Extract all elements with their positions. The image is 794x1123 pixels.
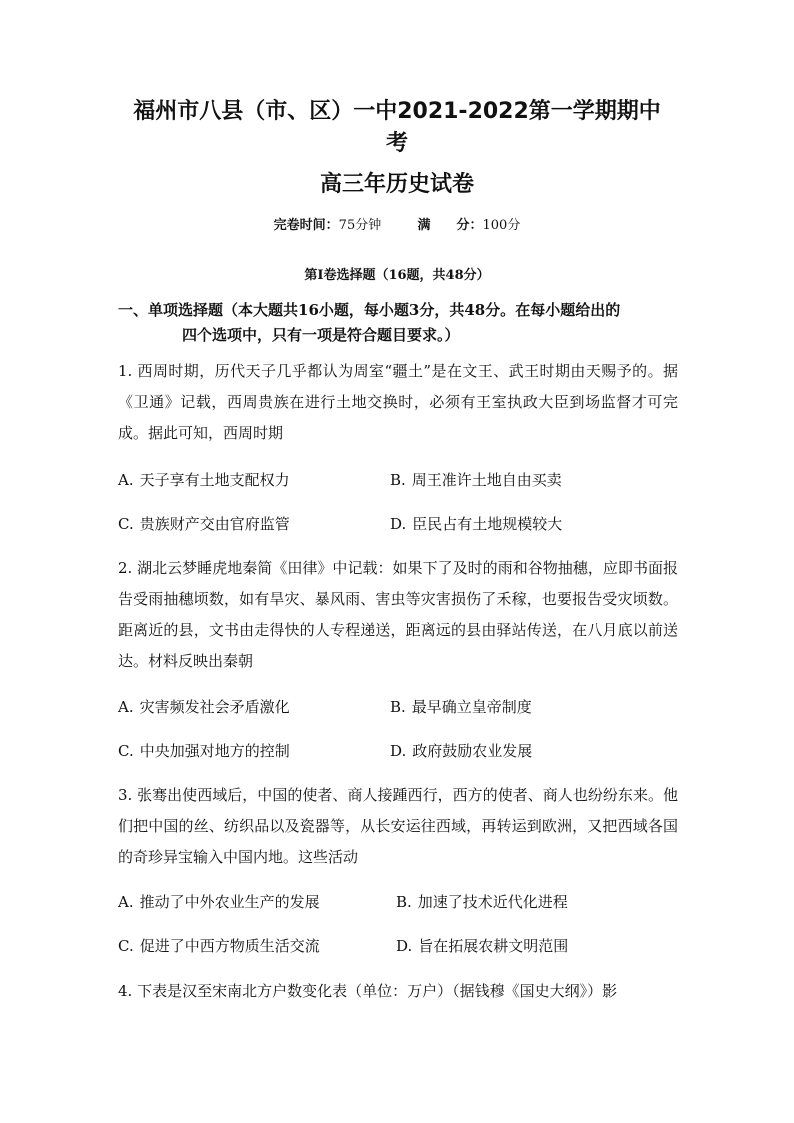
question-1-option-b: B. 周王准许土地自由买卖 bbox=[390, 471, 562, 489]
exam-title-line1: 福州市八县（市、区）一中2021-2022第一学期期中 bbox=[133, 99, 661, 124]
question-2-option-b: B. 最早确立皇帝制度 bbox=[390, 698, 532, 716]
question-3-option-c: C. 促进了中西方物质生活交流 bbox=[118, 937, 320, 955]
exam-meta bbox=[0, 216, 794, 236]
question-1-stem: 1. 西周时期，历代天子几乎都认为周室“疆土”是在文王、武王时期由天赐予的。据《卫通》记载，西周贵族在进行土地交换时，必须有王室执政大臣到场监督才可完成。据此可知，西周时期 bbox=[118, 362, 678, 442]
score-label: 满 分： bbox=[417, 218, 483, 233]
score-value: 100分 bbox=[482, 218, 521, 233]
question-2-option-d: D. 政府鼓励农业发展 bbox=[390, 742, 533, 760]
question-2-option-c: C. 中央加强对地方的控制 bbox=[118, 742, 290, 760]
time-label: 完卷时间： bbox=[273, 218, 339, 233]
exam-title-line2: 考 bbox=[385, 131, 408, 156]
exam-title bbox=[60, 96, 734, 160]
instruction-line1: 一、单项选择题（本大题共16小题，每小题3分，共48分。在每小题给出的 bbox=[118, 301, 621, 319]
question-3-stem: 3. 张骞出使西域后，中国的使者、商人接踵西行，西方的使者、商人也纷纷东来。他们把中国的丝、纺织品以及瓷器等，从长安运往西域，再转运到欧洲，又把西域各国的奇珍异宝输入中国内地。这些活动 bbox=[118, 786, 678, 866]
question-2-stem: 2. 湖北云梦睡虎地秦简《田律》中记载：如果下了及时的雨和谷物抽穗，应即书面报告受雨抽穗顷数，如有旱灾、暴风雨、害虫等灾害损伤了禾稼，也要报告受灾顷数。距离近的县，文书由走得快的人专程递送，距离远的县由驿站传送，在八月底以前送达。材料反映出秦朝 bbox=[118, 559, 678, 670]
section-instruction bbox=[118, 298, 698, 348]
question-3-option-b: B. 加速了技术近代化进程 bbox=[396, 893, 568, 911]
question-1-option-a: A. 天子享有土地支配权力 bbox=[118, 471, 290, 489]
question-4-stem: 4. 下表是汉至宋南北方户数变化表（单位：万户）（据钱穆《国史大纲》）影 bbox=[118, 982, 618, 1000]
question-1-option-d: D. 臣民占有土地规模较大 bbox=[390, 515, 563, 533]
instruction-line2: 四个选项中，只有一项是符合题目要求。） bbox=[182, 326, 460, 344]
question-2-option-a: A. 灾害频发社会矛盾激化 bbox=[118, 698, 290, 716]
question-3-option-a: A. 推动了中外农业生产的发展 bbox=[118, 893, 320, 911]
question-1-option-c: C. 贵族财产交由官府监管 bbox=[118, 515, 290, 533]
exam-subtitle: 高三年历史试卷 bbox=[319, 172, 474, 197]
time-value: 75分钟 bbox=[338, 218, 382, 233]
question-3-option-d: D. 旨在拓展农耕文明范围 bbox=[396, 937, 569, 955]
section-title: 第Ⅰ卷选择题（16题，共48分） bbox=[304, 268, 490, 283]
